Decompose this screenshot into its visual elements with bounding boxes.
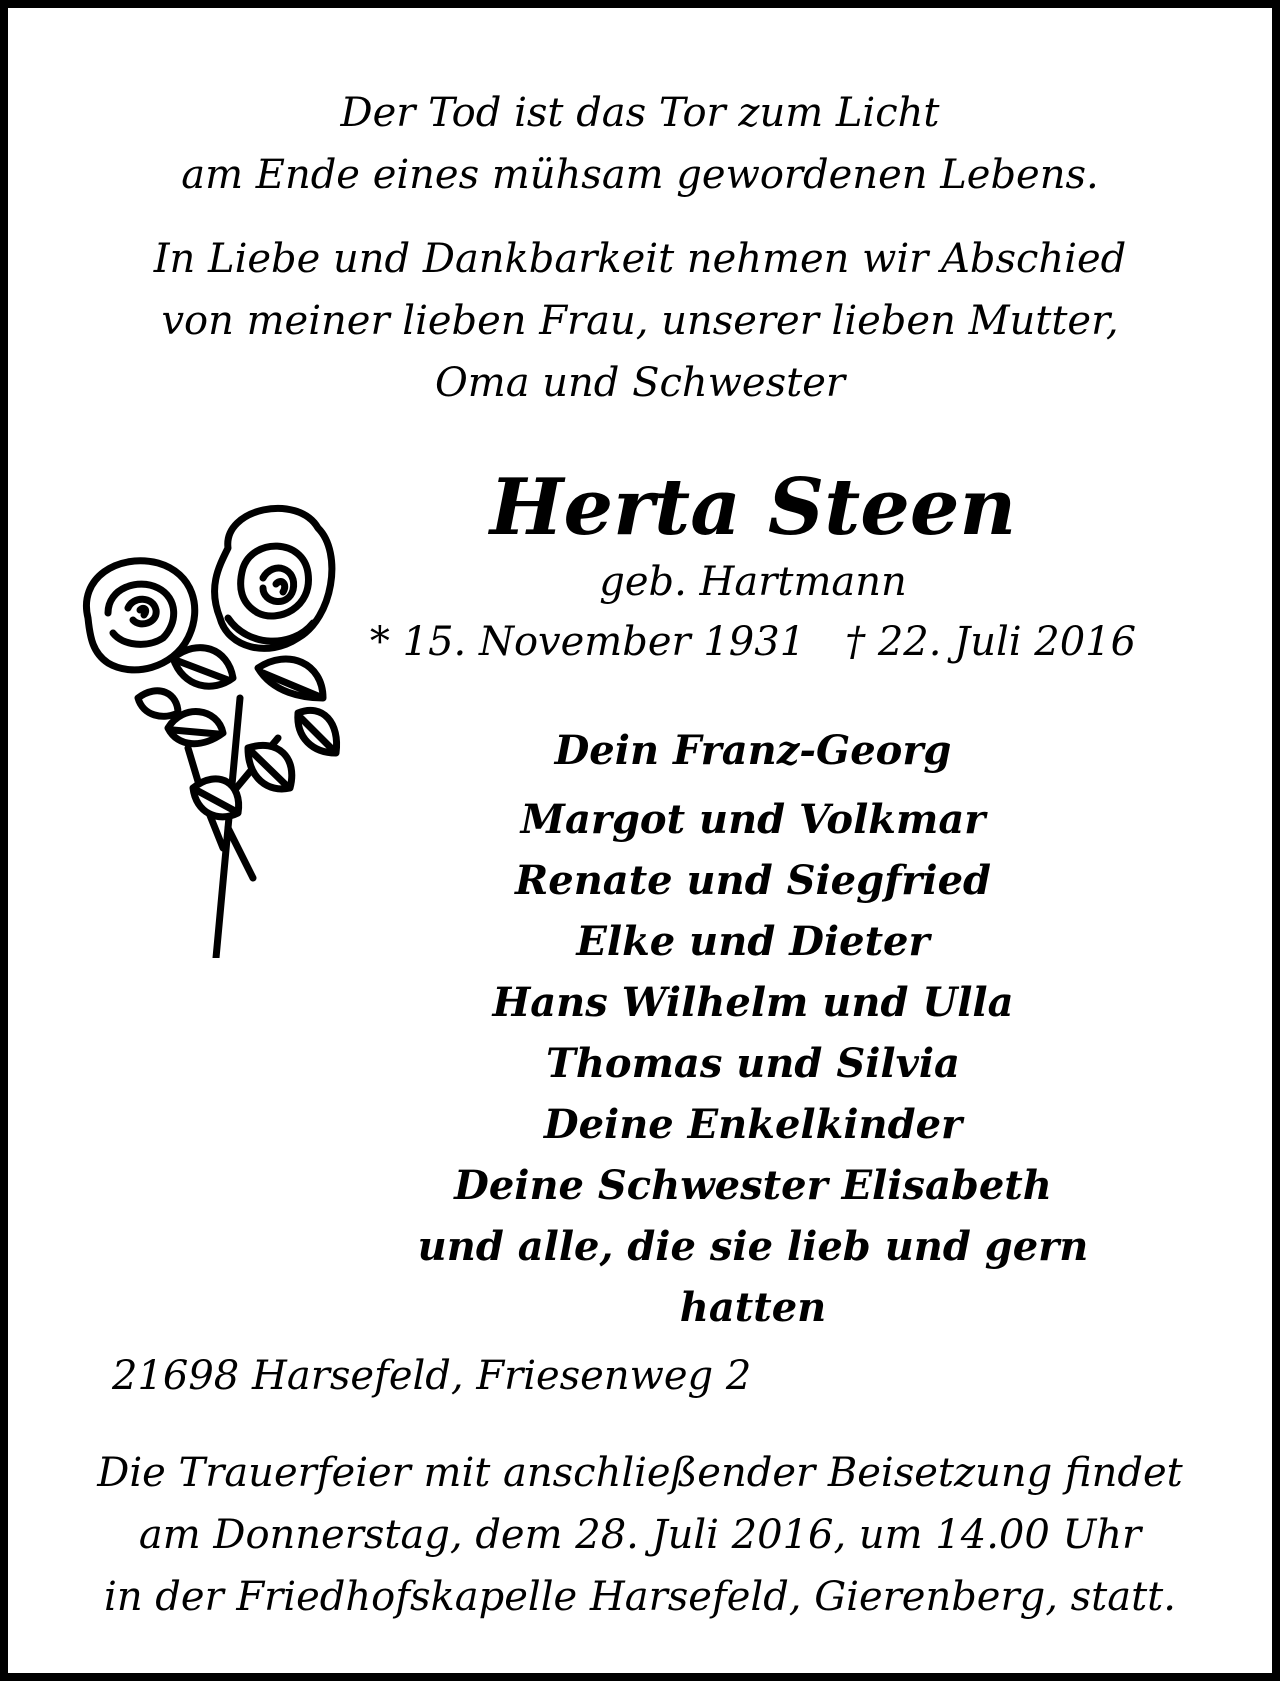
mourner-line: Thomas und Silvia [546,1040,960,1087]
birth-date: * 15. November 1931 [369,619,806,665]
intro-line: Der Tod ist das Tor zum Licht [340,90,940,136]
mourner-line: Renate und Siegfried [515,857,991,904]
funeral-line: in der Friedhofskapelle Harsefeld, Gierenberg, statt. [104,1574,1176,1620]
farewell-line: In Liebe und Dankbarkeit nehmen wir Abschied [153,236,1127,282]
birth-name: geb. Hartmann [599,559,907,605]
mourner-line: Dein Franz-Georg [554,727,952,774]
funeral-line: Die Trauerfeier mit anschließender Beisetzung findet [97,1450,1183,1496]
deceased-name: Herta Steen [489,462,1017,553]
intro-verse [8,82,1272,206]
farewell-text [8,228,1272,414]
farewell-line: Oma und Schwester [435,360,845,406]
farewell-line: von meiner lieben Frau, unserer lieben Mutter, [161,298,1119,344]
life-dates [368,616,1138,668]
mourner-line: Deine Enkelkinder [543,1101,963,1148]
mourner-line: Elke und Dieter [576,918,930,965]
mourner-line: und alle, die sie lieb und gern hatten [417,1223,1089,1331]
mourners-list [338,720,1168,1338]
funeral-info [8,1442,1272,1628]
mourner-line: Deine Schwester Elisabeth [454,1162,1052,1209]
roses-icon [78,498,368,958]
death-date: † 22. Juli 2016 [845,619,1137,665]
funeral-line: am Donnerstag, dem 28. Juli 2016, um 14.00 Uhr [138,1512,1142,1558]
mourner-line: Margot und Volkmar [520,796,986,843]
address: 21698 Harsefeld, Friesenweg 2 [112,1353,752,1399]
mourner-line: Hans Wilhelm und Ulla [492,979,1014,1026]
intro-line: am Ende eines mühsam gewordenen Lebens. [181,152,1099,198]
